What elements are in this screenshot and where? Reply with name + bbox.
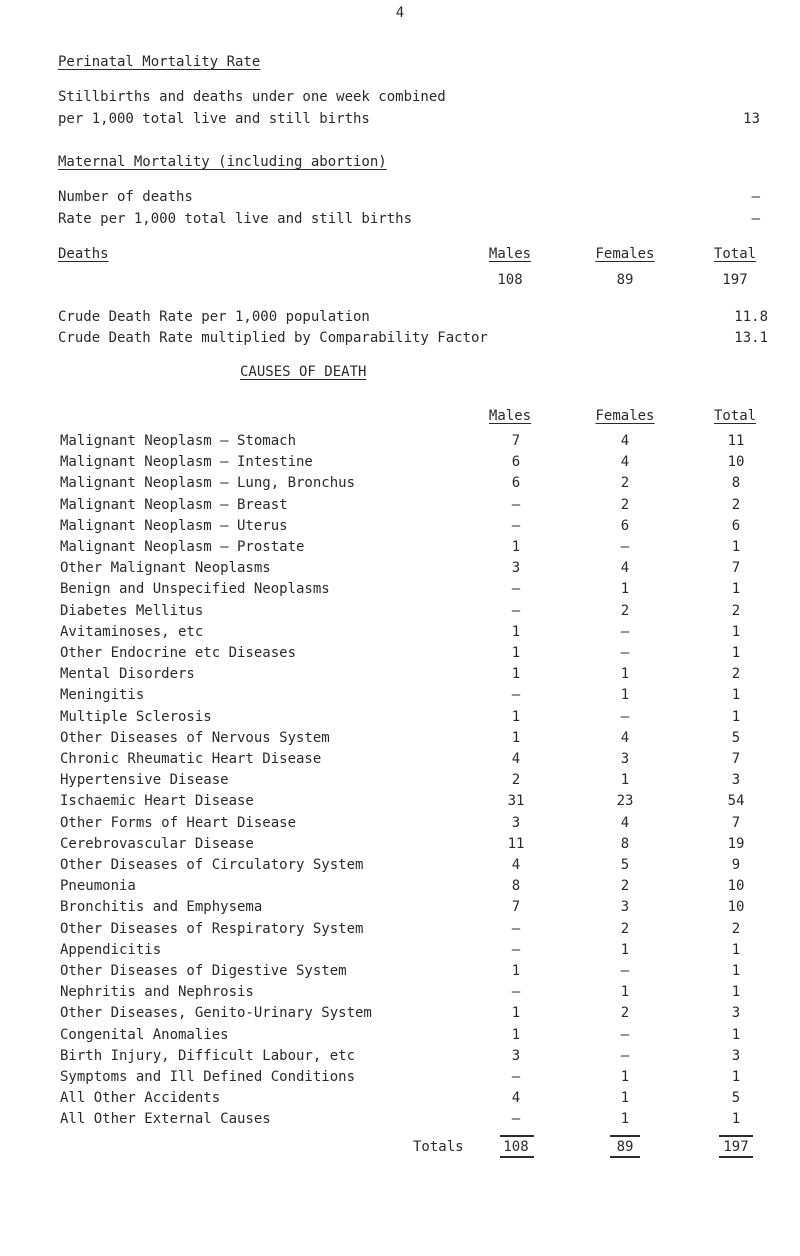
perinatal-heading: Perinatal Mortality Rate (58, 54, 261, 70)
cause-males-value: 1 (511, 709, 521, 725)
cause-total-value: 2 (731, 921, 741, 937)
cause-males-value: – (511, 1111, 521, 1127)
crude-rate-label: Crude Death Rate per 1,000 population (58, 309, 370, 325)
cause-total-value: 1 (731, 645, 741, 661)
crude-adjusted-label: Crude Death Rate multiplied by Comparability Factor (58, 330, 488, 346)
cause-label: Appendicitis (60, 942, 162, 958)
cause-females-value: 8 (620, 836, 630, 852)
cause-males-value: – (511, 921, 521, 937)
cause-total-value: 19 (727, 836, 745, 852)
deaths-males: 108 (497, 272, 523, 288)
cause-females-value: 2 (620, 1005, 630, 1021)
cause-males-value: – (511, 581, 521, 597)
cause-males-value: – (511, 942, 521, 958)
cause-males-value: 1 (511, 1027, 521, 1043)
cause-females-value: 2 (620, 475, 630, 491)
cause-total-value: 1 (731, 1111, 741, 1127)
cause-label: Other Endocrine etc Diseases (60, 645, 297, 661)
totals-total-rule-bottom (719, 1156, 753, 1158)
cause-total-value: 10 (727, 878, 745, 894)
cause-label: Hypertensive Disease (60, 772, 229, 788)
cause-females-value: 4 (620, 730, 630, 746)
maternal-deaths-label: Number of deaths (58, 189, 193, 205)
cause-label: Malignant Neoplasm – Prostate (60, 539, 305, 555)
deaths-col-total: Total (713, 246, 757, 262)
cause-males-value: 1 (511, 1005, 521, 1021)
cause-females-value: 4 (620, 433, 630, 449)
cause-label: Malignant Neoplasm – Intestine (60, 454, 313, 470)
cause-label: Other Diseases of Circulatory System (60, 857, 364, 873)
cause-total-value: 8 (731, 475, 741, 491)
cause-label: Pneumonia (60, 878, 136, 894)
totals-males-rule-bottom (500, 1156, 534, 1158)
totals-females: 89 (616, 1139, 634, 1155)
cause-males-value: 4 (511, 857, 521, 873)
totals-males: 108 (503, 1139, 529, 1155)
cause-males-value: 1 (511, 645, 521, 661)
cause-males-value: 8 (511, 878, 521, 894)
cause-total-value: 2 (731, 497, 741, 513)
cause-males-value: 2 (511, 772, 521, 788)
cause-males-value: – (511, 687, 521, 703)
cause-label: Chronic Rheumatic Heart Disease (60, 751, 322, 767)
cause-label: Other Diseases of Digestive System (60, 963, 347, 979)
cause-females-value: 2 (620, 603, 630, 619)
cause-males-value: 6 (511, 454, 521, 470)
maternal-rate-label: Rate per 1,000 total live and still births (58, 211, 413, 227)
cause-label: Other Diseases, Genito-Urinary System (60, 1005, 372, 1021)
causes-heading: CAUSES OF DEATH (240, 364, 367, 380)
cause-total-value: 7 (731, 815, 741, 831)
cause-total-value: 7 (731, 751, 741, 767)
cause-label: Malignant Neoplasm – Lung, Bronchus (60, 475, 356, 491)
cause-males-value: – (511, 518, 521, 534)
cause-males-value: – (511, 1069, 521, 1085)
totals-label: Totals (413, 1139, 464, 1155)
cause-females-value: 1 (620, 1090, 630, 1106)
cause-label: Other Forms of Heart Disease (60, 815, 297, 831)
deaths-col-males: Males (488, 246, 532, 262)
cause-females-value: – (620, 624, 630, 640)
cause-total-value: 3 (731, 1005, 741, 1021)
cause-label: Diabetes Mellitus (60, 603, 204, 619)
cause-males-value: 31 (507, 793, 525, 809)
cause-label: Symptoms and Ill Defined Conditions (60, 1069, 356, 1085)
cause-label: All Other External Causes (60, 1111, 271, 1127)
cause-label: Malignant Neoplasm – Uterus (60, 518, 288, 534)
deaths-col-females: Females (595, 246, 655, 262)
cause-females-value: 23 (616, 793, 634, 809)
cause-females-value: 1 (620, 687, 630, 703)
cause-total-value: 11 (727, 433, 745, 449)
cause-males-value: 1 (511, 963, 521, 979)
cause-total-value: 1 (731, 1069, 741, 1085)
cause-total-value: 5 (731, 1090, 741, 1106)
deaths-females: 89 (616, 272, 634, 288)
cause-label: Meningitis (60, 687, 145, 703)
causes-col-females: Females (595, 408, 655, 424)
cause-label: Cerebrovascular Disease (60, 836, 254, 852)
cause-total-value: 7 (731, 560, 741, 576)
cause-males-value: – (511, 497, 521, 513)
cause-label: Other Diseases of Nervous System (60, 730, 330, 746)
deaths-total: 197 (722, 272, 748, 288)
cause-total-value: 5 (731, 730, 741, 746)
cause-females-value: – (620, 1027, 630, 1043)
cause-label: Nephritis and Nephrosis (60, 984, 254, 1000)
cause-males-value: 3 (511, 1048, 521, 1064)
cause-males-value: 1 (511, 539, 521, 555)
cause-females-value: 4 (620, 454, 630, 470)
cause-total-value: 1 (731, 709, 741, 725)
cause-females-value: 2 (620, 497, 630, 513)
perinatal-line-1: Stillbirths and deaths under one week combined (58, 89, 446, 105)
cause-males-value: 3 (511, 560, 521, 576)
cause-total-value: 9 (731, 857, 741, 873)
cause-males-value: 11 (507, 836, 525, 852)
cause-label: Ischaemic Heart Disease (60, 793, 254, 809)
page-number: 4 (395, 5, 405, 21)
cause-females-value: 1 (620, 942, 630, 958)
cause-total-value: 1 (731, 1027, 741, 1043)
cause-total-value: 10 (727, 454, 745, 470)
cause-label: Malignant Neoplasm – Breast (60, 497, 288, 513)
cause-label: Malignant Neoplasm – Stomach (60, 433, 297, 449)
cause-total-value: 6 (731, 518, 741, 534)
cause-females-value: 1 (620, 772, 630, 788)
cause-males-value: 1 (511, 624, 521, 640)
cause-females-value: 1 (620, 581, 630, 597)
cause-males-value: – (511, 603, 521, 619)
cause-males-value: 1 (511, 666, 521, 682)
cause-males-value: 4 (511, 751, 521, 767)
cause-label: All Other Accidents (60, 1090, 221, 1106)
cause-label: Multiple Sclerosis (60, 709, 212, 725)
cause-total-value: 1 (731, 984, 741, 1000)
cause-females-value: 2 (620, 921, 630, 937)
cause-total-value: 3 (731, 772, 741, 788)
cause-total-value: 1 (731, 581, 741, 597)
cause-females-value: 4 (620, 815, 630, 831)
cause-males-value: 4 (511, 1090, 521, 1106)
cause-total-value: 2 (731, 603, 741, 619)
cause-total-value: 1 (731, 687, 741, 703)
cause-label: Mental Disorders (60, 666, 195, 682)
cause-females-value: 6 (620, 518, 630, 534)
cause-label: Birth Injury, Difficult Labour, etc (60, 1048, 356, 1064)
cause-males-value: 7 (511, 433, 521, 449)
cause-females-value: 3 (620, 751, 630, 767)
cause-label: Avitaminoses, etc (60, 624, 204, 640)
cause-total-value: 1 (731, 942, 741, 958)
cause-total-value: 54 (727, 793, 745, 809)
cause-females-value: 1 (620, 984, 630, 1000)
cause-females-value: 1 (620, 1111, 630, 1127)
cause-females-value: 3 (620, 899, 630, 915)
cause-females-value: 5 (620, 857, 630, 873)
cause-females-value: 1 (620, 666, 630, 682)
maternal-heading: Maternal Mortality (including abortion) (58, 154, 387, 170)
cause-females-value: – (620, 539, 630, 555)
cause-females-value: – (620, 1048, 630, 1064)
totals-total-rule-top (719, 1135, 753, 1137)
cause-label: Other Malignant Neoplasms (60, 560, 271, 576)
cause-females-value: – (620, 645, 630, 661)
totals-females-rule-bottom (610, 1156, 640, 1158)
cause-females-value: – (620, 963, 630, 979)
crude-rate-value: 11.8 (734, 309, 768, 325)
totals-total: 197 (723, 1139, 749, 1155)
cause-males-value: 1 (511, 730, 521, 746)
cause-females-value: 4 (620, 560, 630, 576)
cause-total-value: 10 (727, 899, 745, 915)
cause-total-value: 2 (731, 666, 741, 682)
totals-males-rule-top (500, 1135, 534, 1137)
cause-label: Congenital Anomalies (60, 1027, 229, 1043)
causes-col-males: Males (488, 408, 532, 424)
perinatal-value: 13 (743, 111, 760, 127)
causes-col-total: Total (713, 408, 757, 424)
cause-males-value: 7 (511, 899, 521, 915)
cause-total-value: 1 (731, 539, 741, 555)
cause-females-value: 2 (620, 878, 630, 894)
cause-total-value: 1 (731, 963, 741, 979)
cause-females-value: 1 (620, 1069, 630, 1085)
cause-total-value: 3 (731, 1048, 741, 1064)
crude-adjusted-value: 13.1 (734, 330, 768, 346)
maternal-rate-value: – (751, 211, 760, 227)
perinatal-line-2: per 1,000 total live and still births (58, 111, 370, 127)
cause-males-value: 3 (511, 815, 521, 831)
cause-label: Benign and Unspecified Neoplasms (60, 581, 330, 597)
cause-total-value: 1 (731, 624, 741, 640)
cause-label: Bronchitis and Emphysema (60, 899, 263, 915)
totals-females-rule-top (610, 1135, 640, 1137)
cause-females-value: – (620, 709, 630, 725)
deaths-heading: Deaths (58, 246, 109, 262)
cause-males-value: 6 (511, 475, 521, 491)
cause-males-value: – (511, 984, 521, 1000)
cause-label: Other Diseases of Respiratory System (60, 921, 364, 937)
maternal-deaths-value: – (751, 189, 760, 205)
